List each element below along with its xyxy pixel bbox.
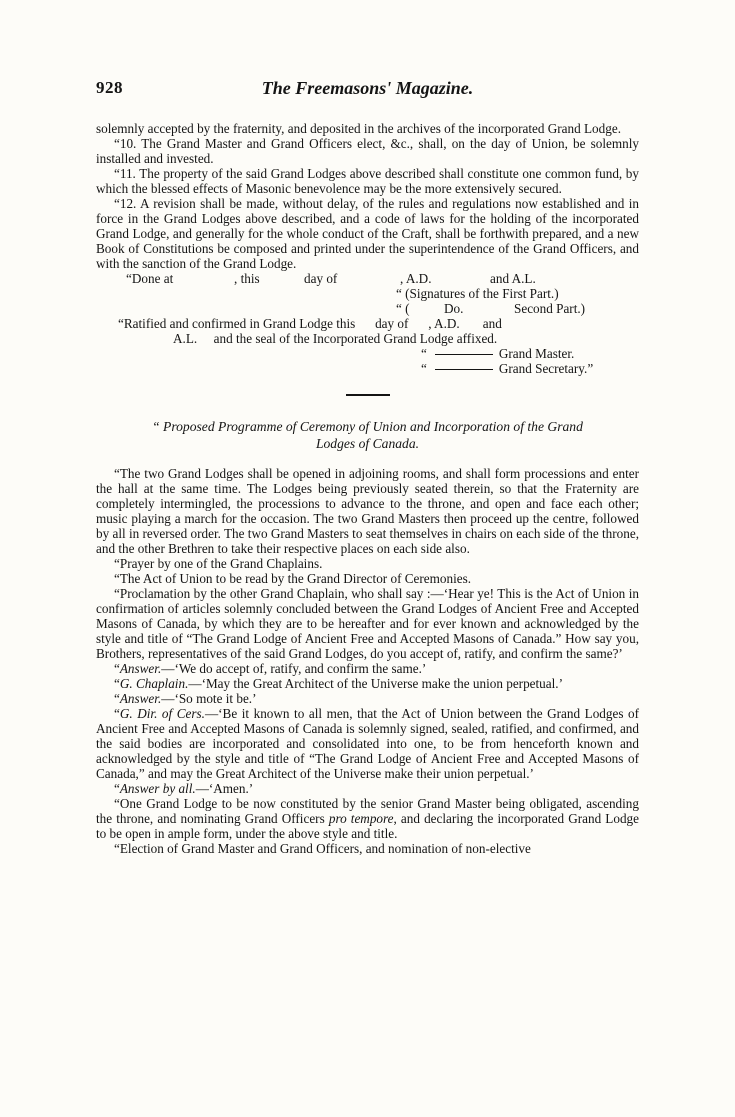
running-head bbox=[96, 78, 639, 102]
done-ad-label: , A.D. bbox=[400, 271, 432, 286]
programme-title-line-1: “ Proposed Programme of Ceremony of Union and Incorporation of the Grand bbox=[152, 419, 583, 434]
paragraph-processions: “The two Grand Lodges shall be opened in adjoining rooms, and shall form processions and enter the hall at the same time. The Lodges being previously seated therein, so that the Fraternity are completely intermingled, the processions to advance to the throne, and open and face each other; music playing a march for the occasion. The two Grand Masters then proceed up the centre, followed by all in reversed order. The two Grand Masters to seat themselves in chairs on each side of the throne, and the other Brethren to take their respective places on each side also. bbox=[96, 466, 639, 556]
done-day-label: day of bbox=[304, 271, 338, 286]
pro-tempore: pro tempore bbox=[328, 811, 394, 826]
answer-all-label: Answer by all. bbox=[119, 781, 196, 796]
gs-blank-line bbox=[435, 369, 493, 370]
answer-2-text: —‘So mote it be.’ bbox=[161, 691, 257, 706]
paragraph-election: “Election of Grand Master and Grand Officers, and nomination of non-elective bbox=[114, 841, 531, 856]
sig2-ditto: Do. bbox=[444, 301, 464, 316]
grand-master-signoff bbox=[421, 346, 639, 361]
answer-all-text: —‘Amen.’ bbox=[195, 781, 254, 796]
paragraph-answer-2: “Answer.—‘So mote it be.’ bbox=[114, 691, 257, 706]
gs-quote: “ bbox=[421, 361, 427, 376]
grand-secretary-signoff bbox=[421, 361, 639, 376]
article-text bbox=[96, 121, 639, 856]
answer-1-text: —‘We do accept of, ratify, and confirm the same.’ bbox=[161, 661, 427, 676]
programme-title-line-2: Lodges of Canada. bbox=[315, 436, 420, 451]
paragraph-chaplain: “G. Chaplain.—‘May the Great Architect of the Universe make the union perpetual.’ bbox=[114, 676, 563, 691]
paragraph-article-12: “12. A revision shall be made, without delay, of the rules and regulations now established and in force in the Grand Lodges above described, and a code of laws for the holding of the incorporated Grand Lodge, and generally for the whole conduct of the Craft, shall be forthwith prepared, and a new Book of Constitutions be composed and printed under the superintendence of the Grand Officers, and with the sanction of the Grand Lodge. bbox=[96, 196, 639, 271]
done-at-line bbox=[96, 271, 639, 286]
ratified-line-1: “Ratified and confirmed in Grand Lodge this day of , A.D. and bbox=[118, 316, 502, 331]
gm-blank-line bbox=[435, 354, 493, 355]
constitution-text-a: “One Grand Lodge to be now constituted by the senior Grand Master being obligated, ascending the throne, and nominating Grand Officers bbox=[96, 796, 639, 826]
programme-title bbox=[96, 418, 639, 452]
paragraph-director: “G. Dir. of Cers.—‘Be it known to all men, that the Act of Union between the Grand Lodges of Ancient Free and Accepted Masons of Canada is solemnly signed, sealed, ratified, and confirmed, and the said bodies are incorporated and consolidated into one, to be from henceforth known and acknowledged by the style and title of “The Grand Lodge of Ancient Free and Accepted Masons of Canada,” and may the Great Architect of the Universe make their union perpetual.’ bbox=[96, 706, 639, 781]
gs-title: Grand Secretary.” bbox=[498, 361, 594, 376]
magazine-title: The Freemasons' Magazine. bbox=[261, 78, 474, 98]
paragraph-prayer: “Prayer by one of the Grand Chaplains. bbox=[114, 556, 323, 571]
paragraph-article-11: “11. The property of the said Grand Lodges above described shall constitute one common fund, by which the blessed effects of Masonic benevolence may be the more extensively secured. bbox=[96, 166, 639, 196]
signatures-second-part bbox=[396, 301, 639, 316]
paragraph-act-read: “The Act of Union to be read by the Grand Director of Ceremonies. bbox=[114, 571, 472, 586]
section-divider bbox=[346, 394, 390, 396]
gm-quote: “ bbox=[421, 346, 427, 361]
page-number: 928 bbox=[96, 78, 123, 97]
paragraph-answer-all: “Answer by all.—‘Amen.’ bbox=[114, 781, 254, 796]
signatures-first-part: “ (Signatures of the First Part.) bbox=[396, 286, 559, 301]
paragraph-continuation: solemnly accepted by the fraternity, and deposited in the archives of the incorporated Grand Lodge. bbox=[96, 121, 621, 136]
director-text: —‘Be it known to all men, that the Act of Union between the Grand Lodges of Ancient Free and Accepted Masons of Canada is solemnly signed, sealed, ratified, and confirmed, and the said bodies are incorporated and consolidated into one, to be from henceforth known and acknowledged by the style and title of “The Grand Lodge of Ancient Free and Accepted Masons of Canada,” and may the Great Architect of the Universe make their union perpetual.’ bbox=[96, 706, 639, 781]
done-at-label: “Done at bbox=[126, 271, 174, 286]
answer-1-label: Answer. bbox=[119, 661, 162, 676]
ratified-line-2: A.L. and the seal of the Incorporated Grand Lodge affixed. bbox=[173, 331, 498, 346]
gm-title: Grand Master. bbox=[498, 346, 575, 361]
chaplain-text: —‘May the Great Architect of the Universe make the union perpetual.’ bbox=[188, 676, 563, 691]
constitution-text-c: , and declaring the incorporated Grand Lodge to be open in ample form, under the above style and title. bbox=[96, 811, 640, 841]
paragraph-constitution bbox=[96, 796, 639, 841]
director-label: G. Dir. of Cers. bbox=[119, 706, 205, 721]
paragraph-answer-1: “Answer.—‘We do accept of, ratify, and confirm the same.’ bbox=[114, 661, 427, 676]
answer-2-label: Answer. bbox=[119, 691, 162, 706]
paragraph-article-10: “10. The Grand Master and Grand Officers elect, &c., shall, on the day of Union, be solemnly installed and invested. bbox=[96, 136, 639, 166]
done-this-label: , this bbox=[234, 271, 260, 286]
paragraph-proclamation: “Proclamation by the other Grand Chaplain, who shall say :—‘Hear ye! This is the Act of Union in confirmation of articles solemnly concluded between the Grand Lodges of Ancient Free and Accepted Masons of Canada, by which they are to be hereafter and for ever known and acknowledged by the style and title of “The Grand Lodge of Ancient Free and Accepted Masons of Canada.” How say you, Brothers, representatives of the said Grand Lodges, do you accept of, ratify, and confirm the same?’ bbox=[96, 586, 639, 661]
sig2-quote: “ ( bbox=[396, 301, 410, 316]
done-al-label: and A.L. bbox=[490, 271, 536, 286]
sig2-label: Second Part.) bbox=[514, 301, 586, 316]
chaplain-label: G. Chaplain. bbox=[119, 676, 189, 691]
